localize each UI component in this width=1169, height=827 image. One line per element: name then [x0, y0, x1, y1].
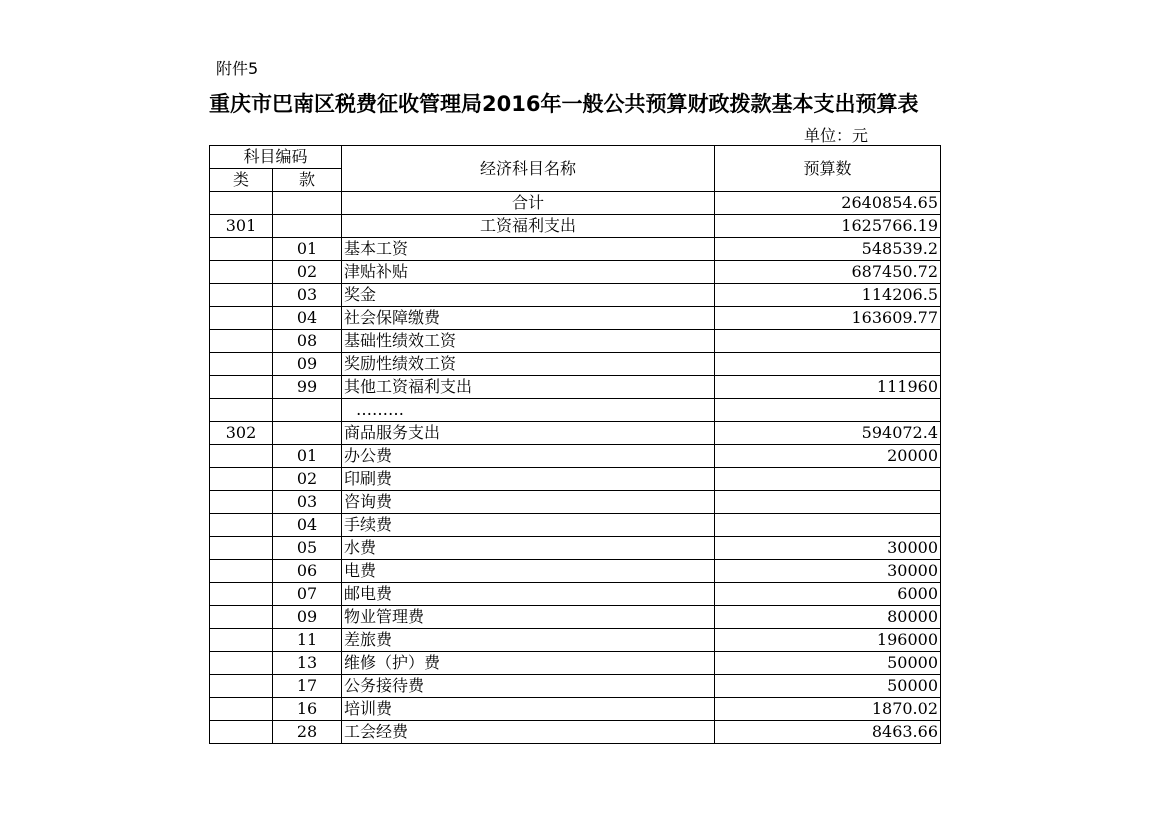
unit-label: 单位：元	[804, 126, 869, 145]
table-row	[210, 376, 941, 399]
class-cell	[210, 330, 273, 353]
class-cell	[210, 399, 273, 422]
class-cell	[210, 353, 273, 376]
table-row	[210, 261, 941, 284]
total-class-cell	[210, 192, 273, 215]
name-cell: 印刷费	[342, 468, 715, 491]
name-cell: 基础性绩效工资	[342, 330, 715, 353]
amount-cell: 8463.66	[715, 721, 941, 744]
header-amount: 预算数	[715, 146, 941, 192]
amount-cell: 548539.2	[715, 238, 941, 261]
amount-cell: 196000	[715, 629, 941, 652]
item-cell	[273, 215, 342, 238]
item-cell: 16	[273, 698, 342, 721]
amount-cell: 1625766.19	[715, 215, 941, 238]
item-cell: 07	[273, 583, 342, 606]
name-cell: 津贴补贴	[342, 261, 715, 284]
header-row-1	[210, 146, 941, 169]
attachment-label: 附件5	[216, 59, 259, 78]
total-item-cell	[273, 192, 342, 215]
table-row	[210, 560, 941, 583]
total-row	[210, 192, 941, 215]
class-cell	[210, 560, 273, 583]
class-cell	[210, 721, 273, 744]
item-cell: 02	[273, 261, 342, 284]
name-cell: 水费	[342, 537, 715, 560]
table-row	[210, 468, 941, 491]
item-cell: 04	[273, 514, 342, 537]
name-cell: 邮电费	[342, 583, 715, 606]
name-cell: 商品服务支出	[342, 422, 715, 445]
header-name: 经济科目名称	[342, 146, 715, 192]
class-cell	[210, 537, 273, 560]
class-cell	[210, 698, 273, 721]
class-cell	[210, 675, 273, 698]
amount-cell: 30000	[715, 560, 941, 583]
header-class: 类	[210, 169, 273, 192]
table-row	[210, 514, 941, 537]
header-item: 款	[273, 169, 342, 192]
item-cell: 05	[273, 537, 342, 560]
class-cell: 302	[210, 422, 273, 445]
budget-table	[209, 145, 941, 744]
item-cell: 17	[273, 675, 342, 698]
table-row	[210, 445, 941, 468]
name-cell: 咨询费	[342, 491, 715, 514]
table-row	[210, 284, 941, 307]
table-row	[210, 307, 941, 330]
name-cell: 社会保障缴费	[342, 307, 715, 330]
item-cell: 13	[273, 652, 342, 675]
table-row	[210, 399, 941, 422]
amount-cell: 50000	[715, 652, 941, 675]
amount-cell: 20000	[715, 445, 941, 468]
item-cell: 04	[273, 307, 342, 330]
class-cell	[210, 491, 273, 514]
total-amount: 2640854.65	[715, 192, 941, 215]
item-cell: 28	[273, 721, 342, 744]
amount-cell: 594072.4	[715, 422, 941, 445]
amount-cell	[715, 353, 941, 376]
class-cell	[210, 307, 273, 330]
amount-cell: 114206.5	[715, 284, 941, 307]
name-cell: 工会经费	[342, 721, 715, 744]
table-row	[210, 629, 941, 652]
amount-cell: 80000	[715, 606, 941, 629]
item-cell: 06	[273, 560, 342, 583]
class-cell	[210, 445, 273, 468]
item-cell: 02	[273, 468, 342, 491]
amount-cell: 111960	[715, 376, 941, 399]
table-row	[210, 491, 941, 514]
amount-cell: 6000	[715, 583, 941, 606]
item-cell: 01	[273, 238, 342, 261]
class-cell	[210, 468, 273, 491]
item-cell	[273, 422, 342, 445]
item-cell: 09	[273, 353, 342, 376]
item-cell: 03	[273, 491, 342, 514]
item-cell: 08	[273, 330, 342, 353]
item-cell: 11	[273, 629, 342, 652]
table-row	[210, 606, 941, 629]
class-cell	[210, 261, 273, 284]
name-cell: 电费	[342, 560, 715, 583]
name-cell: 公务接待费	[342, 675, 715, 698]
name-cell: 差旅费	[342, 629, 715, 652]
amount-cell: 1870.02	[715, 698, 941, 721]
item-cell: 99	[273, 376, 342, 399]
name-cell: 培训费	[342, 698, 715, 721]
name-cell: 手续费	[342, 514, 715, 537]
name-cell: 维修（护）费	[342, 652, 715, 675]
item-cell: 03	[273, 284, 342, 307]
class-cell	[210, 629, 273, 652]
table-row	[210, 675, 941, 698]
name-cell: 物业管理费	[342, 606, 715, 629]
class-cell	[210, 376, 273, 399]
total-name: 合计	[342, 192, 715, 215]
table-row	[210, 698, 941, 721]
name-cell: 基本工资	[342, 238, 715, 261]
class-cell	[210, 514, 273, 537]
table-row	[210, 238, 941, 261]
table-row	[210, 330, 941, 353]
name-cell: 办公费	[342, 445, 715, 468]
amount-cell	[715, 514, 941, 537]
class-cell	[210, 583, 273, 606]
page-title: 重庆市巴南区税费征收管理局2016年一般公共预算财政拨款基本支出预算表	[209, 92, 919, 116]
amount-cell: 687450.72	[715, 261, 941, 284]
name-cell: 其他工资福利支出	[342, 376, 715, 399]
amount-cell: 163609.77	[715, 307, 941, 330]
name-cell: 奖金	[342, 284, 715, 307]
amount-cell	[715, 468, 941, 491]
item-cell: 01	[273, 445, 342, 468]
name-cell: 奖励性绩效工资	[342, 353, 715, 376]
amount-cell	[715, 491, 941, 514]
amount-cell: 50000	[715, 675, 941, 698]
table-row	[210, 353, 941, 376]
class-cell	[210, 606, 273, 629]
table-row	[210, 721, 941, 744]
table-row	[210, 583, 941, 606]
table-row	[210, 422, 941, 445]
item-cell	[273, 399, 342, 422]
amount-cell	[715, 399, 941, 422]
name-cell: 工资福利支出	[342, 215, 715, 238]
table-row	[210, 537, 941, 560]
class-cell	[210, 284, 273, 307]
class-cell	[210, 652, 273, 675]
name-cell: ………	[342, 399, 715, 422]
class-cell	[210, 238, 273, 261]
item-cell: 09	[273, 606, 342, 629]
table-row	[210, 652, 941, 675]
class-cell: 301	[210, 215, 273, 238]
amount-cell	[715, 330, 941, 353]
amount-cell: 30000	[715, 537, 941, 560]
table-row	[210, 215, 941, 238]
header-code-group: 科目编码	[210, 146, 342, 169]
